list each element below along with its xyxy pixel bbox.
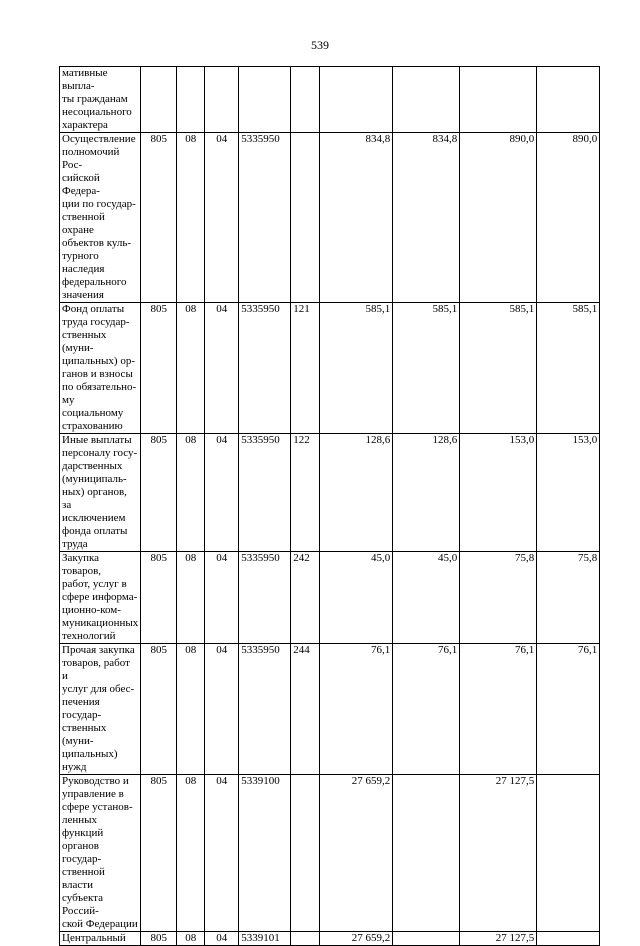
row-name-line: управление в [62,788,124,800]
section-code-cell: 08 [177,434,205,552]
table-row [60,133,600,303]
row-name-line: муникационных [62,617,139,629]
ved-code-cell [141,67,177,133]
row-name-line: полномочий Рос- [62,146,120,171]
row-name-cell [60,133,141,303]
row-name-line: му социальному [62,394,124,419]
subsection-code-cell [205,67,239,133]
row-name-line: ных) органов, за [62,486,127,511]
amount-cell-4 [537,775,600,932]
row-name-line: услуг для обес- [62,683,135,695]
row-name-cell [60,303,141,434]
expense-type-cell [291,133,320,303]
row-name-line: работ, услуг в [62,578,127,590]
target-article-cell: 5335950 [239,133,291,303]
amount-cell-2: 585,1 [393,303,460,434]
subsection-code-cell: 04 [205,644,239,775]
section-code-cell: 08 [177,644,205,775]
row-name-line: ственных (муни- [62,722,107,747]
ved-code-cell: 805 [141,133,177,303]
target-article-cell: 5335950 [239,434,291,552]
amount-cell-3: 153,0 [460,434,537,552]
amount-cell-4: 153,0 [537,434,600,552]
subsection-code-cell: 04 [205,303,239,434]
subsection-code-cell: 04 [205,775,239,932]
row-name-line: Руководство и [62,775,129,787]
row-name-line: ственной власти [62,866,105,891]
row-name-line: Фонд оплаты [62,303,125,315]
row-name-line: мативные выпла- [62,67,108,92]
amount-cell-3: 75,8 [460,552,537,644]
amount-cell-2 [393,67,460,133]
expense-type-cell: 122 [291,434,320,552]
amount-cell-4 [537,932,600,946]
row-name-line: исключением [62,512,126,524]
row-name-line: федерального [62,276,127,288]
amount-cell-1: 76,1 [320,644,393,775]
amount-cell-2: 76,1 [393,644,460,775]
table-row [60,932,600,946]
section-code-cell: 08 [177,303,205,434]
target-article-cell: 5339100 [239,775,291,932]
amount-cell-3: 27 127,5 [460,932,537,946]
row-name-line: ционно-ком- [62,604,121,616]
row-name-line: печения государ- [62,696,102,721]
amount-cell-1: 834,8 [320,133,393,303]
row-name-line: субъекта Россий- [62,892,104,917]
row-name-line: характера [62,119,108,131]
amount-cell-3: 76,1 [460,644,537,775]
section-code-cell: 08 [177,552,205,644]
ved-code-cell: 805 [141,303,177,434]
expense-type-cell: 244 [291,644,320,775]
row-name-line: ципальных) ор- [62,355,135,367]
amount-cell-3: 890,0 [460,133,537,303]
row-name-line: ципальных) [62,748,118,760]
table-row [60,67,600,133]
row-name-cell [60,932,141,946]
amount-cell-4: 76,1 [537,644,600,775]
row-name-line: нужд [62,761,87,773]
section-code-cell: 08 [177,932,205,946]
expense-type-cell: 242 [291,552,320,644]
budget-table-body [60,67,600,946]
row-name-line: объектов куль- [62,237,132,249]
expense-type-cell [291,67,320,133]
row-name-line: органов государ- [62,840,102,865]
table-row [60,434,600,552]
subsection-code-cell: 04 [205,932,239,946]
amount-cell-2: 45,0 [393,552,460,644]
row-name-cell [60,775,141,932]
row-name-line: Иные выплаты [62,434,132,446]
row-name-line: по обязательно- [62,381,137,393]
amount-cell-3: 585,1 [460,303,537,434]
ved-code-cell: 805 [141,932,177,946]
target-article-cell: 5339101 [239,932,291,946]
amount-cell-3: 27 127,5 [460,775,537,932]
target-article-cell [239,67,291,133]
row-name-line: Центральный [62,932,126,944]
amount-cell-1: 27 659,2 [320,932,393,946]
ved-code-cell: 805 [141,552,177,644]
amount-cell-4: 890,0 [537,133,600,303]
subsection-code-cell: 04 [205,434,239,552]
row-name-line: сфере информа- [62,591,138,603]
page-number: 539 [311,38,329,52]
row-name-line: Закупка товаров, [62,552,102,577]
amount-cell-1: 585,1 [320,303,393,434]
row-name-line: труда государ- [62,316,130,328]
section-code-cell: 08 [177,133,205,303]
row-name-line: ленных функций [62,814,104,839]
row-name-line: сийской Федера- [62,172,100,197]
row-name-line: фонда оплаты [62,525,128,537]
subsection-code-cell: 04 [205,552,239,644]
row-name-cell [60,552,141,644]
section-code-cell: 08 [177,775,205,932]
section-code-cell [177,67,205,133]
expense-type-cell [291,775,320,932]
row-name-line: турного наследия [62,250,105,275]
row-name-line: Осуществление [62,133,136,145]
row-name-line: персоналу госу- [62,447,138,459]
table-row [60,552,600,644]
row-name-line: страхованию [62,420,123,432]
amount-cell-3 [460,67,537,133]
subsection-code-cell: 04 [205,133,239,303]
amount-cell-2: 128,6 [393,434,460,552]
table-row [60,644,600,775]
amount-cell-4 [537,67,600,133]
row-name-cell [60,67,141,133]
row-name-cell [60,644,141,775]
row-name-line: ты гражданам [62,93,128,105]
row-name-line: ции по государ- [62,198,136,210]
ved-code-cell: 805 [141,644,177,775]
amount-cell-2 [393,775,460,932]
amount-cell-1: 128,6 [320,434,393,552]
amount-cell-1 [320,67,393,133]
ved-code-cell: 805 [141,434,177,552]
expense-type-cell: 121 [291,303,320,434]
row-name-line: технологий [62,630,116,642]
row-name-line: сфере установ- [62,801,133,813]
row-name-line: значения [62,289,104,301]
row-name-cell [60,434,141,552]
table-row [60,303,600,434]
amount-cell-1: 27 659,2 [320,775,393,932]
row-name-line: труда [62,538,88,550]
amount-cell-2: 834,8 [393,133,460,303]
amount-cell-4: 585,1 [537,303,600,434]
row-name-line: ганов и взносы [62,368,133,380]
amount-cell-1: 45,0 [320,552,393,644]
row-name-line: несоциального [62,106,132,118]
expense-type-cell [291,932,320,946]
amount-cell-4: 75,8 [537,552,600,644]
table-row [60,775,600,932]
row-name-line: ственных (муни- [62,329,107,354]
row-name-line: дарственных [62,460,123,472]
row-name-line: (муниципаль- [62,473,127,485]
row-name-line: товаров, работ и [62,657,130,682]
target-article-cell: 5335950 [239,303,291,434]
row-name-line: ской Федерации [62,918,138,930]
budget-table [59,66,600,946]
target-article-cell: 5335950 [239,644,291,775]
target-article-cell: 5335950 [239,552,291,644]
row-name-line: Прочая закупка [62,644,135,656]
row-name-line: ственной охране [62,211,105,236]
amount-cell-2 [393,932,460,946]
ved-code-cell: 805 [141,775,177,932]
